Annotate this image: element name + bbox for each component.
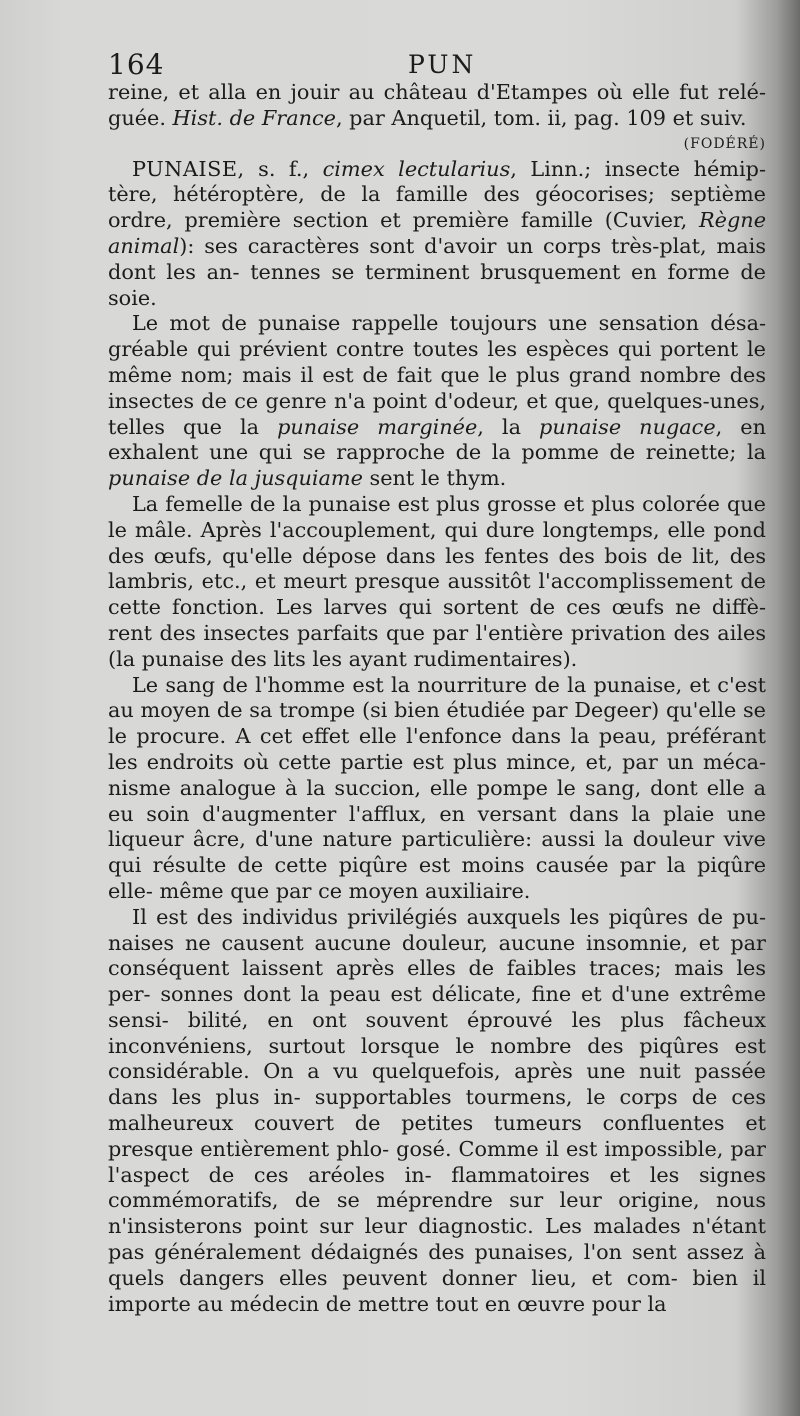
text-run: reine, et alla en jouir au château d'Etampes où elle fut relé- guée. (108, 80, 766, 130)
italic-latin-name: cimex lectularius (322, 156, 511, 181)
author-attribution: (FODÉRÉ) (683, 135, 766, 152)
body-text (108, 80, 766, 1317)
text-run: , en exhalent une qui se rapproche de la pomme de reinette; la (108, 414, 766, 465)
italic-species: punaise nugace (539, 414, 716, 439)
paragraph-entry-punaise (108, 157, 766, 312)
entry-headword: PUNAISE, (132, 156, 245, 181)
paragraph-individuals: Il est des individus privilégiés auxquels les piqûres de pu- naises ne causent aucune douleur, aucune insomnie, et par conséquent laissent après elles de faibles traces; mais les per- sonnes dont la peau est délicate, fine et d'une extrême sensi- bilité, en ont souvent éprouvé les plus fâcheux inconvéniens, surtout lorsque le nombre des piqûres est considérable. On a vu quelquefois, après une nuit passée dans les plus in- supportables tourmens, le corps de ces malheureux couvert de petites tumeurs confluentes et presque entièrement phlo- gosé. Comme il est impossible, par l'aspect de ces aréoles in- flammatoires et les signes commémoratifs, de se méprendre sur leur origine, nous n'insisterons point sur leur diagnostic. Les malades n'étant pas généralement dédaignés des punaises, l'on sent assez à quels dangers elles peuvent donner lieu, et com- bien il importe au médecin de mettre tout en œuvre pour la (108, 904, 766, 1316)
text-run: s. f., (244, 156, 323, 181)
paragraph-continued (108, 80, 766, 132)
italic-species: punaise de la jusquiame (108, 466, 363, 491)
text-run: Le mot de punaise rappelle toujours une sensation désa- gréable qui prévient contre toutes les espèces qui portent le même nom; mais il est de fait que le plus grand nombre des insectes de ce genre n'a point d'odeur, et que, quelques-unes, telles que la (108, 311, 766, 439)
paragraph-female: La femelle de la punaise est plus grosse et plus colorée que le mâle. Après l'accouplement, qui dure longtemps, elle pond des œufs, qu'elle dépose dans les fentes des bois de lit, des lambris, etc., et meurt presque aussitôt l'accomplissement de cette fonction. Les larves qui sortent de ces œufs ne diffè- rent des insectes parfaits que par l'entière privation des ailes (la punaise des lits les ayant rudimentaires). (108, 491, 766, 671)
paragraph-blood: Le sang de l'homme est la nourriture de la punaise, et c'est au moyen de sa trompe (si bien étudiée par Degeer) qu'elle se le procure. A cet effet elle l'enfonce dans la peau, préférant les endroits où cette partie est plus mince, et, par un méca- nisme analogue à la succion, elle pompe le sang, dont elle a eu soin d'augmenter l'afflux, en versant dans la plaie une liqueur âcre, d'une nature particulière: aussi la douleur vive qui résulte de cette piqûre est moins causée par la piqûre elle- même que par ce moyen auxiliaire. (108, 672, 766, 903)
italic-species: punaise marginée (277, 414, 478, 439)
text-run: ): ses caractères sont d'avoir un corps très-plat, mais dont les an- tennes se terminent brusquement en forme de soie. (108, 233, 766, 310)
page-header (108, 48, 764, 84)
text-run: , par Anquetil, tom. ii, pag. 109 et suiv. (335, 105, 747, 130)
italic-title: Règne animal (108, 208, 766, 258)
text-run: , Linn.; insecte hémip- tère, hétéroptère, de la famille des géocorises; septième ordre, première section et première famille (Cuvier, (108, 156, 767, 233)
text-run: , la (477, 414, 540, 439)
italic-title: Hist. de France (172, 105, 336, 130)
page-number: 164 (108, 48, 165, 81)
paragraph-odor (108, 311, 766, 492)
text-run: sent le thym. (362, 466, 507, 491)
running-head: PUN (408, 50, 477, 79)
